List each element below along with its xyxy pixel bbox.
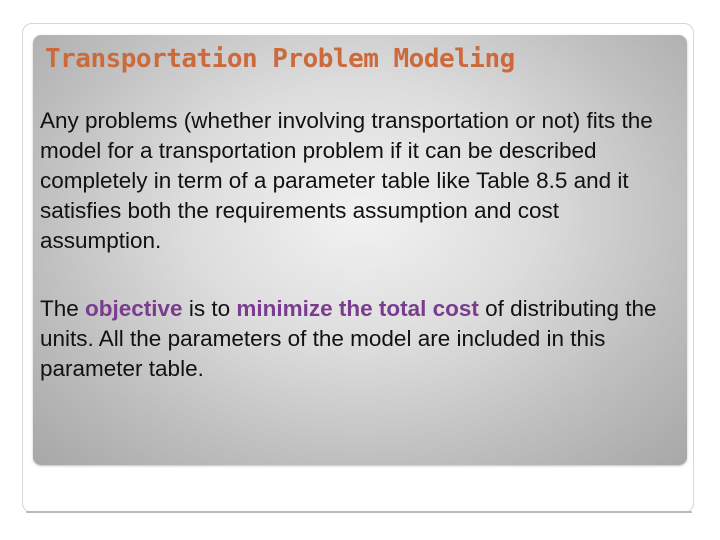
highlight-objective: objective (85, 296, 183, 321)
frame-bottom-divider (26, 511, 692, 513)
objective-text-part2: is to (182, 296, 237, 321)
slide-body (40, 106, 680, 384)
objective-text-part3: of distributing the units. All the parameters of the model are included in this parameter table. (40, 296, 657, 381)
objective-text-part1: The (40, 296, 86, 321)
slide-title: Transportation Problem Modeling (45, 44, 515, 74)
highlight-minimize-cost: minimize the total cost (236, 296, 479, 321)
paragraph-objective (40, 294, 680, 384)
paragraph-definition: Any problems (whether involving transportation or not) fits the model for a transportation problem if it can be described completely in term of a parameter table like Table 8.5 and it satisfies both the requirements assumption and cost assumption. (40, 108, 653, 253)
